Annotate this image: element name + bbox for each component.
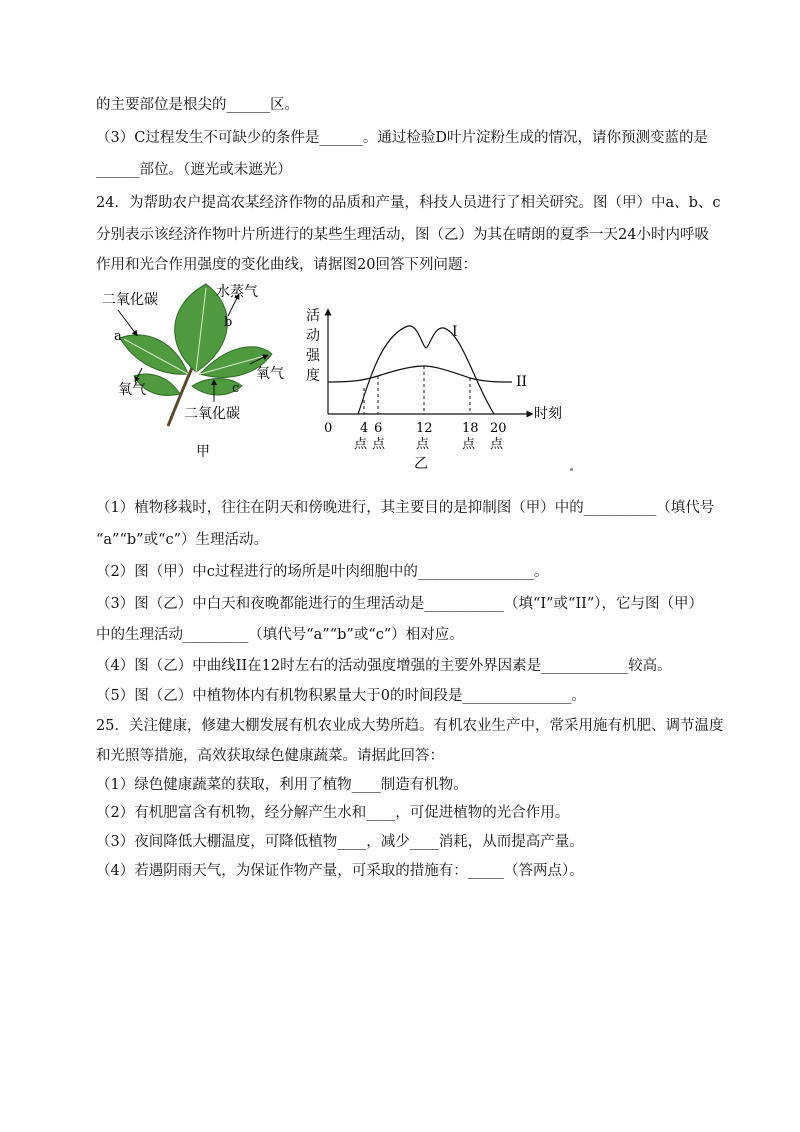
curve-I-label: I	[452, 324, 458, 340]
label-co2-bottom: 二氧化碳	[184, 406, 240, 422]
label-water-vapor: 水蒸气	[216, 284, 258, 300]
text-line-2: （3）C过程发生不可缺少的条件是______。通过检验D叶片淀粉生成的情况，请你预测变蓝的是	[96, 130, 708, 146]
label-co2-top: 二氧化碳	[102, 292, 158, 308]
q25-2: （2）有机肥富含有机物，经分解产生水和____，可促进植物的光合作用。	[96, 805, 570, 821]
q25-3: （3）夜间降低大棚温度，可降低植物____，减少____消耗，从而提高产量。	[96, 834, 584, 850]
stray-dot	[570, 468, 573, 471]
q24-1-line-1: （1）植物移栽时，往往在阴天和傍晚进行，其主要目的是抑制图（甲）中的__________（填代号	[96, 500, 715, 516]
question-24-line-3: 作用和光合作用强度的变化曲线，请据图20回答下列问题：	[96, 257, 477, 273]
tick-12: 12	[416, 421, 433, 436]
y-label-char-4: 度	[306, 368, 320, 384]
y-label-char-2: 动	[306, 328, 320, 344]
q24-3-line-1: （3）图（乙）中白天和夜晚都能进行的生理活动是___________（填“I”或“II”），它与图（甲）	[96, 596, 704, 612]
figure-area	[96, 276, 562, 476]
q24-4: （4）图（乙）中曲线II在12时左右的活动强度增强的主要外界因素是____________较高。	[96, 658, 672, 674]
leaf-figure	[102, 283, 284, 460]
tick-unit-12: 点	[416, 437, 430, 452]
label-a: a	[114, 329, 122, 344]
figures-svg	[96, 276, 562, 476]
q24-2: （2）图（甲）中c过程进行的场所是叶肉细胞中的________________。	[96, 564, 549, 580]
tick-unit-20: 点	[490, 437, 504, 452]
q25-1: （1）绿色健康蔬菜的获取，利用了植物____制造有机物。	[96, 777, 468, 793]
tick-6: 6	[374, 421, 383, 436]
q24-3-line-2: 中的生理活动_________（填代号“a”“b”或“c”）相对应。	[96, 627, 464, 643]
question-24-line-1: 24．为帮助农户提高农某经济作物的品质和产量，科技人员进行了相关研究。图（甲）中a、b、c	[96, 195, 721, 211]
tick-origin: 0	[324, 421, 333, 436]
question-25-line-2: 和光照等措施，高效获取绿色健康蔬菜。请据此回答：	[96, 748, 444, 764]
caption-yi: 乙	[414, 456, 428, 472]
label-oxygen-right: 氧气	[256, 366, 284, 382]
x-axis-label: 时刻	[534, 406, 562, 422]
text-line-3: ______部位。（遮光或未遮光）	[96, 162, 292, 178]
q25-4: （4）若遇阴雨天气，为保证作物产量，可采取的措施有：_____（答两点）。	[96, 863, 584, 879]
tick-4: 4	[360, 421, 369, 436]
tick-unit-6: 点	[372, 437, 386, 452]
question-25-line-1: 25．关注健康，修建大棚发展有机农业成大势所趋。有机农业生产中，常采用施有机肥、调节温度	[96, 718, 724, 734]
q24-5: （5）图（乙）中植物体内有机物积累量大于0的时间段是_______________。	[96, 688, 586, 704]
y-label-char-1: 活	[306, 308, 320, 324]
label-oxygen-left: 氧气	[118, 382, 146, 398]
label-c: c	[232, 381, 240, 396]
caption-jia: 甲	[196, 444, 210, 460]
tick-unit-18: 点	[462, 437, 476, 452]
question-24-line-2: 分别表示该经济作物叶片所进行的某些生理活动，图（乙）为其在晴朗的夏季一天24小时内呼吸	[96, 227, 709, 243]
curve-figure	[306, 308, 562, 472]
label-b: b	[224, 315, 233, 330]
y-label-char-3: 强	[306, 348, 320, 364]
q24-1-line-2: “a”“b”或“c”）生理活动。	[96, 532, 269, 548]
tick-18: 18	[462, 421, 479, 436]
curve-II-label: II	[516, 374, 528, 390]
curve-II	[328, 366, 512, 382]
tick-unit-4: 点	[354, 437, 368, 452]
text-line-1: 的主要部位是根尖的______区。	[96, 97, 299, 113]
tick-20: 20	[490, 421, 507, 436]
